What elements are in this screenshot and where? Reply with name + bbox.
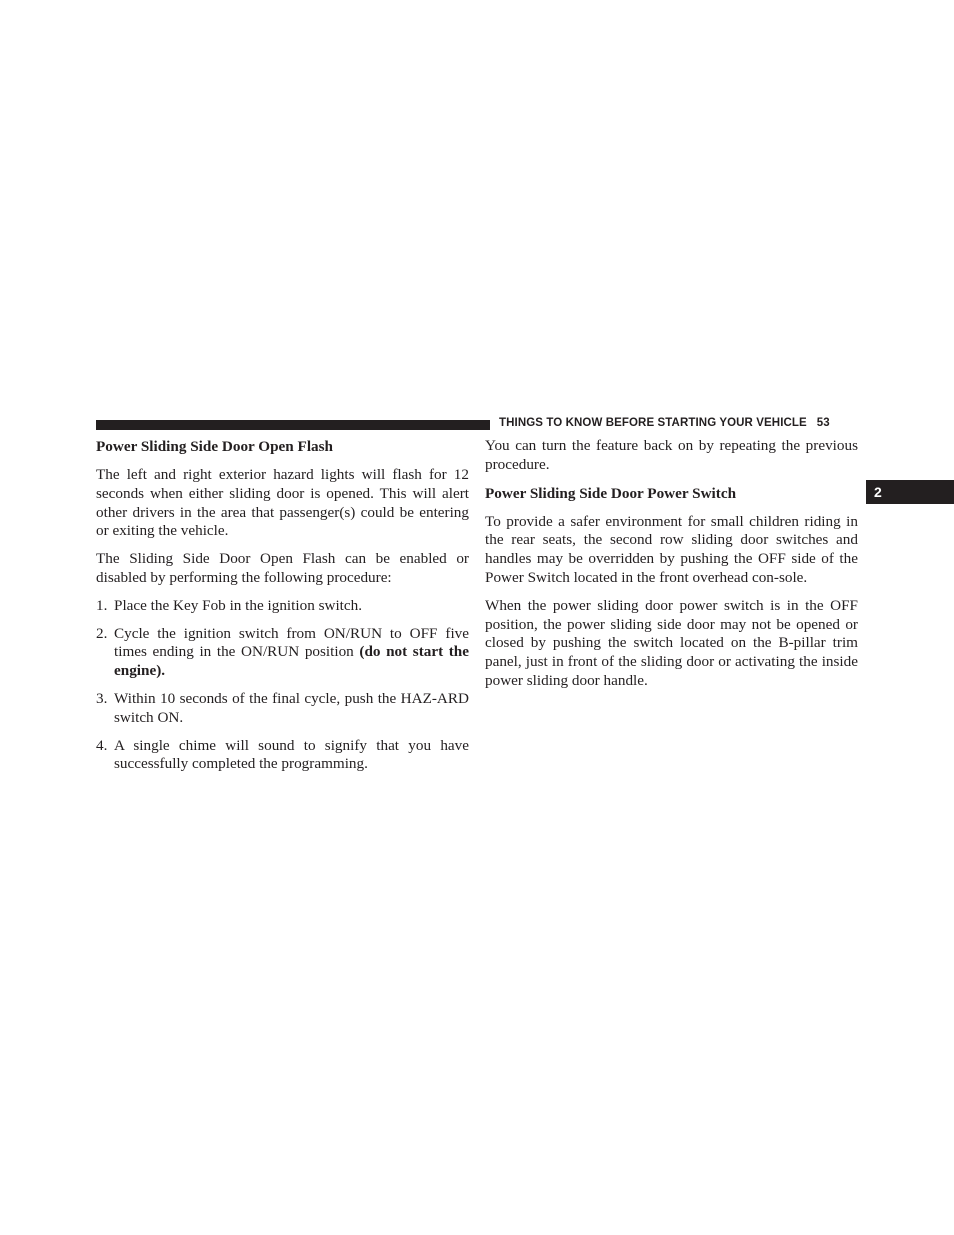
list-item: [96, 690, 469, 728]
header-rule: [96, 420, 490, 430]
paragraph: To provide a safer environment for small children riding in the rear seats, the second row sliding door switches and handles may be overridden by pushing the OFF side of the Power Switch located in the front overhead con-sole.: [485, 512, 858, 586]
step-text: Place the Key Fob in the ignition switch.: [114, 596, 363, 614]
section-heading-power-switch: Power Sliding Side Door Power Switch: [485, 484, 737, 502]
left-column: [96, 437, 469, 783]
paragraph: When the power sliding door power switch is in the OFF position, the power sliding side door may not be opened or closed by pushing the switch located on the B-pillar trim panel, just in front of the sliding door or activating the inside power sliding door handle.: [485, 596, 858, 689]
paragraph: You can turn the feature back on by repeating the previous procedure.: [485, 437, 858, 473]
step-text: Cycle the ignition switch from ON/RUN to OFF five times ending in the ON/RUN position: [114, 624, 469, 661]
page-number: 53: [816, 417, 830, 429]
section-title: THINGS TO KNOW BEFORE STARTING YOUR VEHICLE: [499, 417, 807, 429]
step-number: 1.: [96, 596, 108, 614]
list-item: [96, 597, 469, 616]
step-emphasis: (do not start the engine).: [114, 643, 469, 680]
list-item: [96, 625, 469, 681]
right-column: [485, 437, 858, 700]
step-text: Within 10 seconds of the final cycle, push the HAZ-ARD switch ON.: [114, 689, 469, 726]
chapter-tab: 2: [866, 480, 954, 504]
section-heading-open-flash: Power Sliding Side Door Open Flash: [96, 438, 333, 455]
list-item: [96, 737, 469, 775]
step-number: 3.: [96, 689, 108, 707]
step-number: 4.: [96, 736, 108, 754]
running-header: [499, 417, 859, 429]
step-number: 2.: [96, 624, 108, 642]
paragraph: The Sliding Side Door Open Flash can be enabled or disabled by performing the following procedure:: [96, 550, 469, 586]
step-text: A single chime will sound to signify that you have successfully completed the programming.: [114, 736, 469, 773]
procedure-list: [96, 597, 469, 774]
paragraph: The left and right exterior hazard lights will flash for 12 seconds when either sliding door is opened. This will alert other drivers in the area that passenger(s) could be entering or exiting the vehicle.: [96, 466, 469, 540]
